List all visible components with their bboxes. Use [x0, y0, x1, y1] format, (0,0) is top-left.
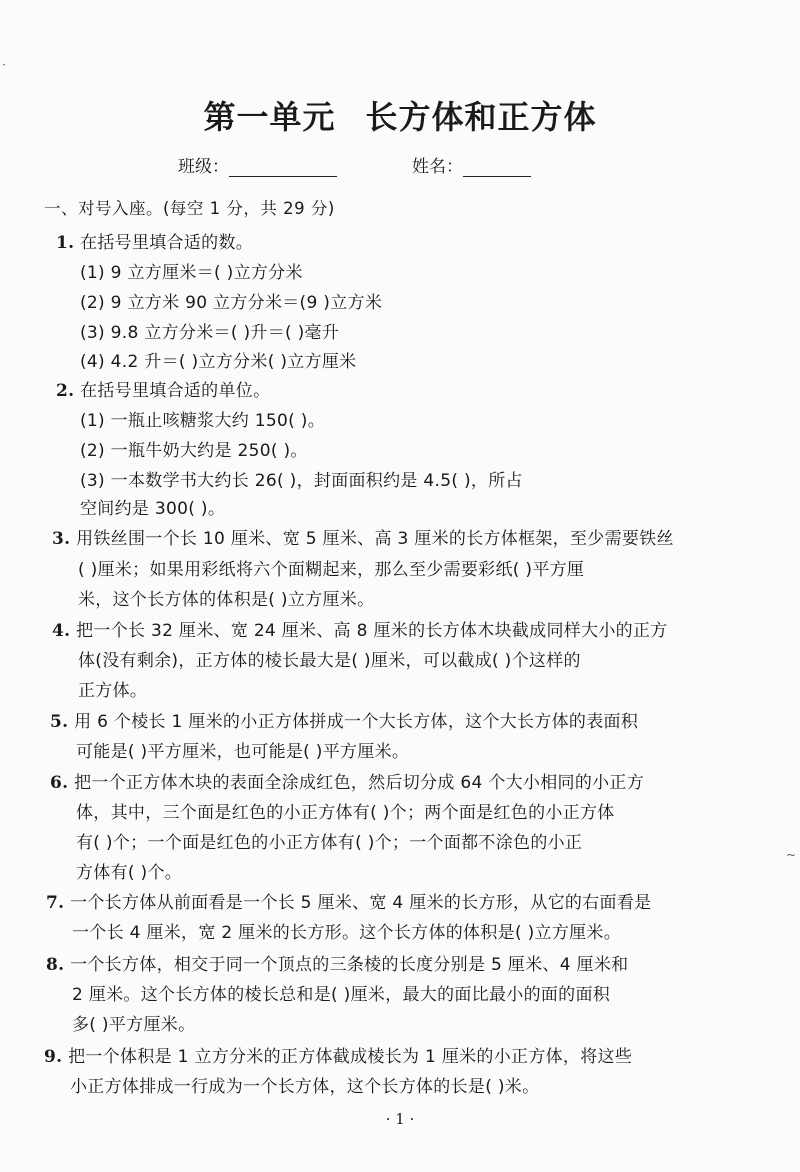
sub-question: (3) 一本数学书大约长 26( )，封面面积约是 4.5( )，所占: [80, 471, 523, 491]
question-text-line: 体，其中，三个面是红色的小正方体有( )个；两个面是红色的小正方体: [76, 803, 615, 823]
question-text-line: 有( )个；一个面是红色的小正方体有( )个；一个面都不涂色的小正: [76, 833, 583, 853]
unit-label: 第一单元: [203, 98, 336, 136]
question-9: [44, 1042, 632, 1067]
question-3: [52, 524, 674, 549]
page-title: [0, 92, 800, 138]
question-number: 5.: [50, 712, 69, 732]
scan-speck: ~: [786, 848, 797, 862]
topic-label: 长方体和正方体: [365, 98, 597, 136]
sub-question: 空间约是 300( )。: [80, 499, 226, 519]
question-text-line: 体(没有剩余)，正方体的棱长最大是( )厘米，可以截成( )个这样的: [78, 651, 581, 671]
question-text-line: 小正方体排成一行成为一个长方体，这个长方体的长是( )米。: [70, 1077, 540, 1097]
question-number: 1.: [56, 233, 75, 253]
class-field: [178, 152, 337, 177]
question-text: 用铁丝围一个长 10 厘米、宽 5 厘米、高 3 厘米的长方体框架，至少需要铁丝: [76, 529, 674, 549]
sub-question: (1) 9 立方厘米＝( )立方分米: [80, 263, 303, 283]
question-1: [56, 228, 253, 253]
name-field: [412, 152, 531, 177]
name-input-line[interactable]: [463, 160, 531, 177]
page-number: · 1 ·: [385, 1110, 415, 1128]
question-text-line: 可能是( )平方厘米，也可能是( )平方厘米。: [76, 742, 410, 762]
question-number: 9.: [44, 1047, 63, 1067]
question-number: 3.: [52, 529, 71, 549]
question-text: 把一个长 32 厘米、宽 24 厘米、高 8 厘米的长方体木块截成同样大小的正方: [76, 621, 668, 641]
name-label: 姓名：: [412, 157, 463, 177]
question-text: 把一个体积是 1 立方分米的正方体截成棱长为 1 厘米的小正方体，将这些: [68, 1047, 633, 1067]
question-text-line: 正方体。: [78, 681, 148, 701]
question-8: [46, 950, 628, 975]
question-text: 在括号里填合适的数。: [80, 233, 254, 253]
question-text-line: 一个长 4 厘米，宽 2 厘米的长方形。这个长方体的体积是( )立方厘米。: [72, 923, 622, 943]
question-number: 4.: [52, 621, 71, 641]
question-7: [46, 888, 651, 913]
question-text-line: 米，这个长方体的体积是( )立方厘米。: [78, 590, 375, 610]
question-text: 一个长方体从前面看是一个长 5 厘米、宽 4 厘米的长方形，从它的右面看是: [70, 893, 652, 913]
question-text: 把一个正方体木块的表面全涂成红色，然后切分成 64 个大小相同的小正方: [74, 773, 645, 793]
question-text-line: 方体有( )个。: [76, 863, 183, 883]
question-text: 一个长方体，相交于同一个顶点的三条棱的长度分别是 5 厘米、4 厘米和: [70, 955, 629, 975]
question-text: 用 6 个棱长 1 厘米的小正方体拼成一个大长方体，这个大长方体的表面积: [74, 712, 639, 732]
question-text: 在括号里填合适的单位。: [80, 381, 271, 401]
question-text-line: 多( )平方厘米。: [72, 1015, 196, 1035]
question-number: 2.: [56, 381, 75, 401]
question-text-line: ( )厘米；如果用彩纸将六个面糊起来，那么至少需要彩纸( )平方厘: [78, 560, 585, 580]
question-6: [50, 768, 644, 793]
sub-question: (1) 一瓶止咳糖浆大约 150( )。: [80, 411, 326, 431]
question-4: [52, 616, 668, 641]
question-5: [50, 707, 638, 732]
sub-question: (3) 9.8 立方分米＝( )升＝( )毫升: [80, 323, 340, 343]
sub-question: (2) 9 立方米 90 立方分米＝(9 )立方米: [80, 293, 383, 313]
question-number: 7.: [46, 893, 65, 913]
section-heading: 一、对号入座。(每空 1 分，共 29 分): [44, 199, 335, 218]
sub-question: (2) 一瓶牛奶大约是 250( )。: [80, 441, 308, 461]
scan-speck: ·: [2, 58, 6, 72]
question-number: 6.: [50, 773, 69, 793]
class-input-line[interactable]: [229, 160, 337, 177]
question-2: [56, 376, 270, 401]
class-label: 班级：: [178, 157, 229, 177]
question-text-line: 2 厘米。这个长方体的棱长总和是( )厘米，最大的面比最小的面的面积: [72, 985, 611, 1005]
sub-question: (4) 4.2 升＝( )立方分米( )立方厘米: [80, 352, 357, 372]
question-number: 8.: [46, 955, 65, 975]
